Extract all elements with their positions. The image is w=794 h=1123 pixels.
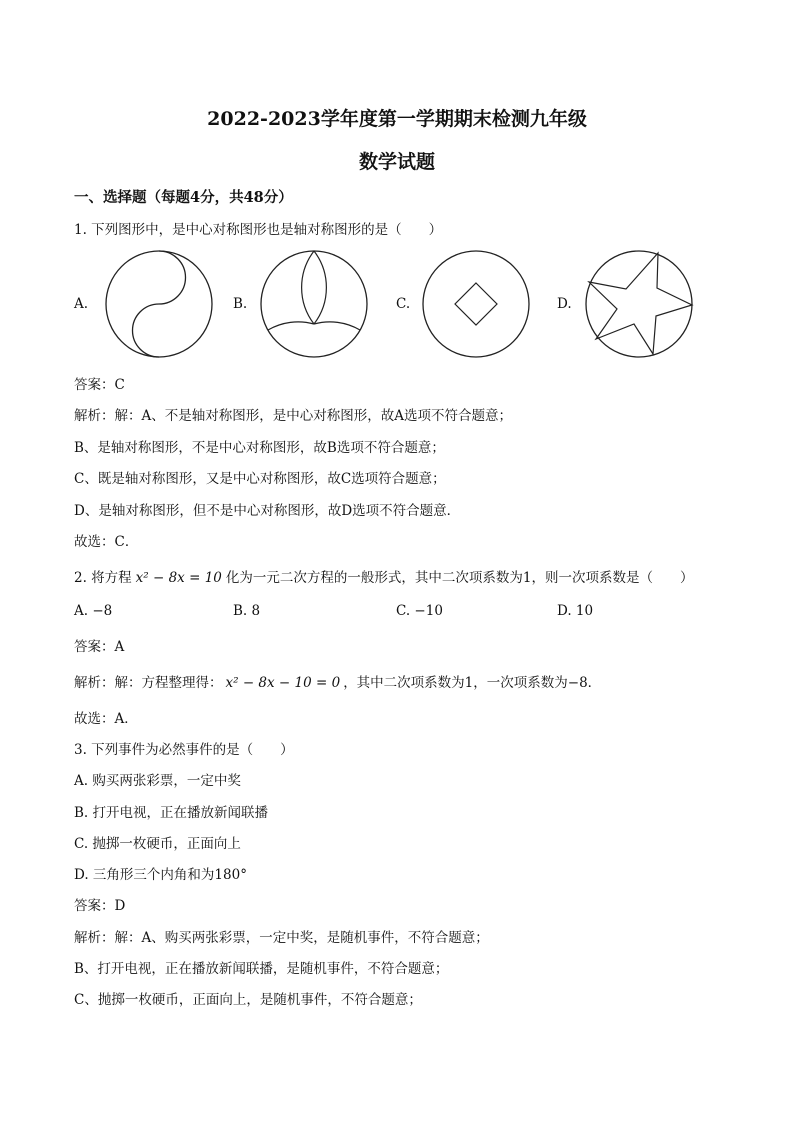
q3-option: C. 抛掷一枚硬币，正面向上 [74, 836, 241, 852]
q1-analysis-line: 解析：解：A、不是轴对称图形，是中心对称图形，故A选项不符合题意； [74, 408, 512, 424]
q3-option: B. 打开电视，正在播放新闻联播 [74, 805, 269, 821]
page-title: 2022-2023学年度第一学期期末检测九年级 [207, 108, 587, 130]
q3-option: D. 三角形三个内角和为180° [74, 867, 247, 883]
q2-stem-post: 化为一元二次方程的一般形式，其中二次项系数为1，则一次项系数是（ ） [225, 570, 694, 586]
q2-stem [74, 566, 693, 586]
section-heading: 一、选择题（每题4分，共48分） [74, 189, 293, 206]
q3-option: A. 购买两张彩票，一定中奖 [74, 773, 241, 789]
q1-analysis-line: D、是轴对称图形，但不是中心对称图形，故D选项不符合题意． [74, 503, 461, 519]
circle-square-figure [421, 249, 531, 359]
q2-option-b: B. 8 [233, 603, 261, 619]
q3-stem: 3. 下列事件为必然事件的是（ ） [74, 742, 294, 758]
q1-option-c-label: C. [396, 296, 411, 312]
q1-stem: 1. 下列图形中，是中心对称图形也是轴对称图形的是（ ） [74, 222, 443, 238]
q2-option-d: D. 10 [557, 603, 594, 619]
q1-analysis-line: B、是轴对称图形，不是中心对称图形，故B选项不符合题意； [74, 440, 445, 456]
q2-answer: 答案：A [74, 639, 125, 655]
page-subtitle: 数学试题 [358, 151, 435, 173]
q3-answer: 答案：D [74, 898, 126, 914]
q2-stem-pre: 2. 将方程 [74, 570, 132, 586]
q3-analysis-line: C、抛掷一枚硬币，正面向上，是随机事件，不符合题意； [74, 992, 422, 1008]
q2-option-a: A. −8 [74, 603, 113, 619]
q2-equation: x² − 8x = 10 [135, 570, 222, 586]
q1-analysis-line: C、既是轴对称图形，又是中心对称图形，故C选项符合题意； [74, 471, 446, 487]
q1-choice: 故选：C． [74, 534, 139, 550]
q1-option-b-label: B. [233, 296, 248, 312]
three-arcs-figure [259, 249, 369, 359]
yin-yang-figure [104, 249, 214, 359]
q2-analysis-pre: 解析：解：方程整理得： [74, 675, 223, 691]
circle-star-figure [584, 249, 694, 359]
q1-option-a-label: A. [74, 296, 89, 312]
q1-answer: 答案：C [74, 377, 125, 393]
q3-analysis-line: 解析：解：A、购买两张彩票，一定中奖，是随机事件，不符合题意； [74, 930, 489, 946]
q2-analysis-post: ，其中二次项系数为1，一次项系数为−8． [343, 675, 602, 691]
q2-analysis-equation: x² − 8x − 10 = 0 [225, 675, 341, 691]
q3-analysis-line: B、打开电视，正在播放新闻联播，是随机事件，不符合题意； [74, 961, 449, 977]
q1-option-d-label: D. [557, 296, 572, 312]
q2-analysis [74, 671, 601, 691]
q2-choice: 故选：A． [74, 711, 138, 727]
q2-option-c: C. −10 [396, 603, 443, 619]
